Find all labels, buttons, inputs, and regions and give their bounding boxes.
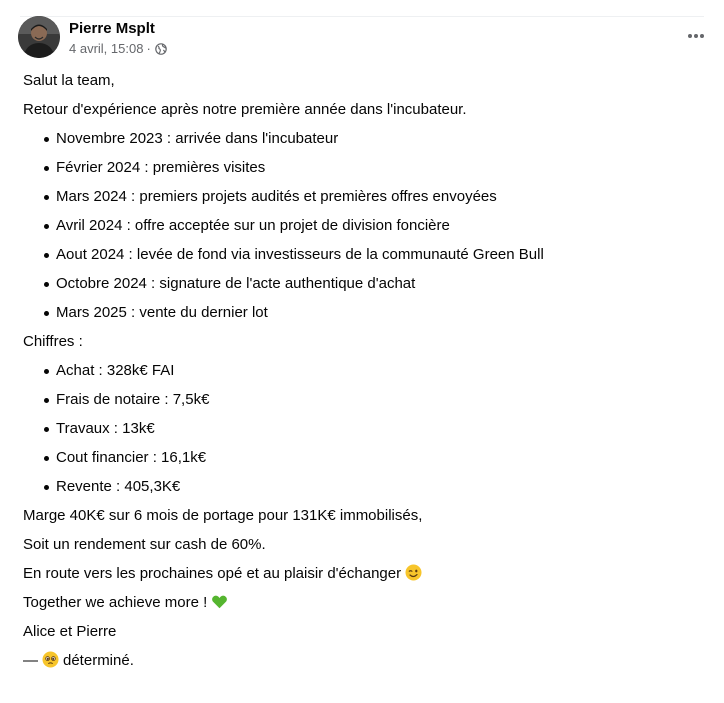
post-timestamp[interactable]: 4 avril, 15:08: [69, 41, 144, 56]
list-item: Avril 2024 : offre acceptée sur un projet de division foncière: [23, 211, 703, 240]
list-item: Novembre 2023 : arrivée dans l'incubateur: [23, 124, 703, 153]
list-item: Mars 2025 : vente du dernier lot: [23, 298, 703, 327]
globe-icon[interactable]: [155, 43, 167, 55]
final-dash: —: [23, 652, 38, 669]
margin-text: Marge 40K€ sur 6 mois de portage pour 131K€ immobilisés,: [23, 507, 423, 524]
yield-text: Soit un rendement sur cash de 60%.: [23, 536, 266, 553]
list-item: Frais de notaire : 7,5k€: [23, 385, 703, 414]
green-heart-icon: [211, 591, 228, 608]
pleading-face-icon: [42, 649, 59, 666]
author-name[interactable]: Pierre Msplt: [69, 20, 155, 37]
list-item: Cout financier : 16,1k€: [23, 443, 703, 472]
post-header: [18, 16, 708, 60]
meta-separator: ·: [146, 41, 151, 56]
list-item: Octobre 2024 : signature de l'acte authentique d'achat: [23, 269, 703, 298]
post-meta: [69, 41, 167, 56]
list-item: Mars 2024 : premiers projets audités et premières offres envoyées: [23, 182, 703, 211]
list-item: Février 2024 : premières visites: [23, 153, 703, 182]
avatar[interactable]: [18, 16, 60, 58]
avatar-photo: [18, 16, 60, 58]
figures-heading: Chiffres :: [23, 333, 83, 350]
closing-line: [23, 559, 703, 588]
figures-list: [23, 356, 703, 501]
signature-text: Alice et Pierre: [23, 623, 117, 640]
together-text: Together we achieve more !: [23, 594, 208, 611]
together-line: [23, 588, 703, 617]
list-item: Aout 2024 : levée de fond via investisseurs de la communauté Green Bull: [23, 240, 703, 269]
list-item: Travaux : 13k€: [23, 414, 703, 443]
closing-text: En route vers les prochaines opé et au plaisir d'échanger: [23, 565, 402, 582]
post-body: [23, 66, 703, 675]
intro-text: Retour d'expérience après notre première année dans l'incubateur.: [23, 101, 467, 118]
final-word: déterminé.: [63, 652, 134, 669]
winking-face-icon: [405, 562, 422, 579]
timeline-list: [23, 124, 703, 327]
list-item: Revente : 405,3K€: [23, 472, 703, 501]
final-line: [23, 646, 703, 675]
list-item: Achat : 328k€ FAI: [23, 356, 703, 385]
more-options-icon[interactable]: [684, 26, 708, 46]
greeting-text: Salut la team,: [23, 72, 115, 89]
